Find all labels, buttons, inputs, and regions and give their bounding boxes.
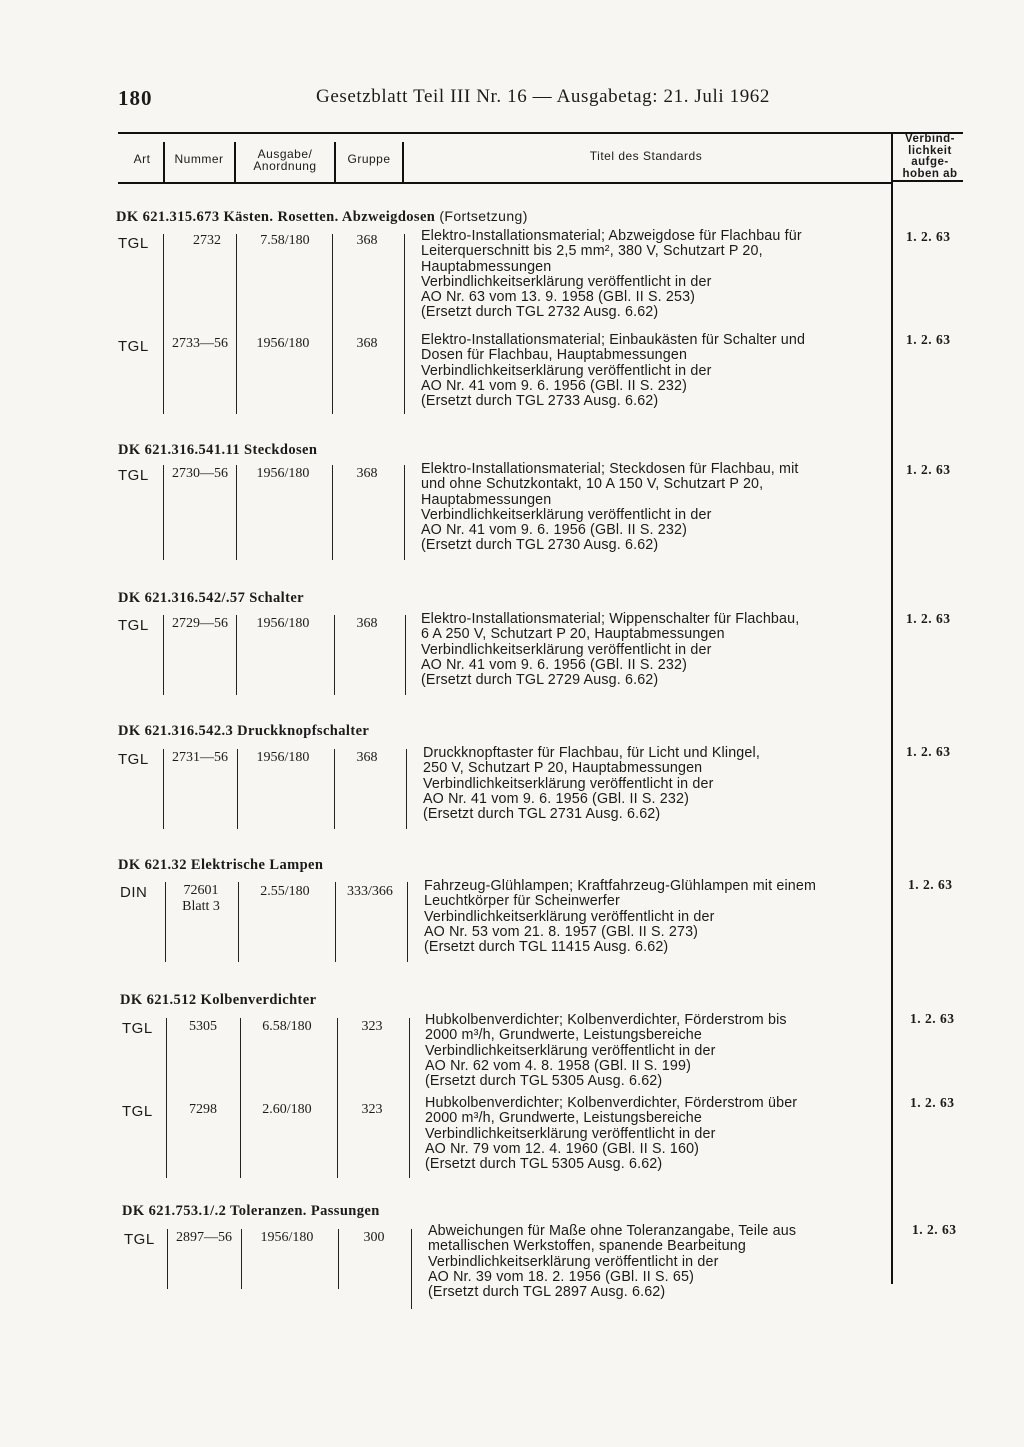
column-header-art: Art bbox=[133, 152, 151, 166]
page-number: 180 bbox=[118, 86, 153, 110]
entry-art: TGL bbox=[122, 1020, 153, 1037]
column-rule bbox=[334, 615, 335, 695]
entry-art: DIN bbox=[120, 884, 148, 901]
entry-date: 1. 2. 63 bbox=[910, 1095, 955, 1110]
column-rule bbox=[165, 882, 166, 962]
entry-title-line: Verbindlichkeitserklärung veröffentlicht in der bbox=[421, 273, 712, 290]
column-divider bbox=[334, 142, 336, 182]
entry-nummer: 7298 bbox=[189, 1102, 217, 1117]
entry-date: 1. 2. 63 bbox=[906, 229, 951, 244]
entry-title-line: und ohne Schutzkontakt, 10 A 150 V, Schutzart P 20, bbox=[421, 476, 764, 493]
entry-nummer: 2729—56 bbox=[172, 616, 228, 631]
entry-ausgabe: 1956/180 bbox=[256, 750, 310, 765]
section-heading bbox=[118, 723, 369, 740]
column-rule bbox=[238, 882, 239, 962]
section-heading-text: DK 621.316.541.11 Steckdosen bbox=[118, 442, 318, 458]
entry-title-line: AO Nr. 39 vom 18. 2. 1956 (GBl. II S. 65) bbox=[428, 1268, 694, 1285]
column-rule bbox=[240, 1018, 241, 1178]
column-header-verbindlichkeit-line4: hoben ab bbox=[902, 167, 958, 180]
entry-gruppe: 368 bbox=[356, 233, 378, 248]
section-heading-text: DK 621.315.673 Kästen. Rosetten. Abzweigdosen bbox=[116, 209, 436, 225]
column-rule bbox=[404, 465, 405, 560]
section-heading-text: DK 621.753.1/.2 Toleranzen. Passungen bbox=[122, 1203, 380, 1219]
entry-date: 1. 2. 63 bbox=[910, 1011, 955, 1026]
entry-title-line: AO Nr. 41 vom 9. 6. 1956 (GBl. II S. 232) bbox=[421, 377, 687, 394]
entry-date: 1. 2. 63 bbox=[912, 1222, 957, 1237]
section-heading bbox=[118, 857, 323, 874]
entry-title-line: Elektro-Installationsmaterial; Wippenschalter für Flachbau, bbox=[421, 611, 800, 627]
entry-gruppe: 323 bbox=[361, 1019, 383, 1034]
entry-gruppe: 333/366 bbox=[347, 884, 393, 899]
running-title: Gesetzblatt Teil III Nr. 16 — Ausgabetag: 21. Juli 1962 bbox=[316, 86, 770, 107]
entry-title-line: Verbindlichkeitserklärung veröffentlicht in der bbox=[425, 1042, 716, 1059]
entry-art: TGL bbox=[124, 1231, 155, 1248]
entry-title-line: (Ersetzt durch TGL 2732 Ausg. 6.62) bbox=[421, 304, 659, 321]
column-rule bbox=[405, 615, 406, 695]
column-rule bbox=[236, 615, 237, 695]
entry-title-line: Verbindlichkeitserklärung veröffentlicht in der bbox=[421, 506, 712, 523]
section-heading bbox=[116, 208, 528, 226]
section-heading bbox=[120, 992, 316, 1009]
entry-date: 1. 2. 63 bbox=[906, 462, 951, 477]
date-header-rule bbox=[891, 180, 963, 182]
entry-title-line: AO Nr. 79 vom 12. 4. 1960 (GBl. II S. 160) bbox=[425, 1140, 700, 1157]
entry-title bbox=[421, 333, 805, 409]
column-rule bbox=[236, 465, 237, 560]
entry-art: TGL bbox=[118, 235, 149, 252]
entry-title bbox=[423, 746, 760, 822]
entry-title-line: Leiterquerschnitt bis 2,5 mm², 380 V, Schutzart P 20, bbox=[421, 243, 763, 260]
entry-art: TGL bbox=[118, 751, 149, 768]
entry-title-line: Elektro-Installationsmaterial; Steckdosen für Flachbau, mit bbox=[421, 461, 799, 477]
column-header-ausgabe-line2: Anordnung bbox=[253, 159, 317, 173]
column-rule bbox=[167, 1229, 168, 1289]
column-rule bbox=[406, 749, 407, 829]
entry-title-line: metallischen Werkstoffen, spanende Bearbeitung bbox=[428, 1238, 746, 1255]
section-heading bbox=[118, 590, 304, 607]
entry-title-line: Elektro-Installationsmaterial; Abzweigdose für Flachbau für bbox=[421, 228, 802, 244]
entry-title-line: (Ersetzt durch TGL 2897 Ausg. 6.62) bbox=[428, 1284, 666, 1301]
column-rule bbox=[332, 465, 333, 560]
entry-date: 1. 2. 63 bbox=[908, 877, 953, 892]
entry-title-line: Verbindlichkeitserklärung veröffentlicht in der bbox=[423, 775, 714, 792]
entry-title-line: AO Nr. 41 vom 9. 6. 1956 (GBl. II S. 232) bbox=[421, 522, 687, 539]
column-divider-date bbox=[891, 132, 893, 1284]
column-header-ausgabe-line1: Ausgabe/ bbox=[257, 147, 313, 161]
entry-title-line: Abweichungen für Maße ohne Toleranzangabe, Teile aus bbox=[428, 1223, 797, 1239]
entry-nummer-line: 72601 bbox=[183, 883, 219, 898]
column-rule bbox=[241, 1229, 242, 1289]
column-rule bbox=[335, 882, 336, 962]
column-rule bbox=[163, 749, 164, 829]
entry-title-line: Verbindlichkeitserklärung veröffentlicht in der bbox=[424, 908, 715, 925]
section-heading-note: (Fortsetzung) bbox=[439, 208, 528, 224]
entry-nummer: 2732 bbox=[193, 233, 221, 248]
header-bottom-rule bbox=[118, 182, 893, 184]
entry-title bbox=[425, 1013, 787, 1089]
entry-gruppe: 323 bbox=[361, 1102, 383, 1117]
entry-title-line: 2000 m³/h, Grundwerte, Leistungsbereiche bbox=[425, 1110, 702, 1127]
entry-ausgabe: 6.58/180 bbox=[262, 1019, 312, 1034]
entry-title-line: AO Nr. 41 vom 9. 6. 1956 (GBl. II S. 232) bbox=[421, 656, 687, 673]
column-rule bbox=[166, 1018, 167, 1178]
column-rule bbox=[337, 1018, 338, 1178]
column-rule bbox=[163, 615, 164, 695]
entry-title-line: Verbindlichkeitserklärung veröffentlicht in der bbox=[425, 1125, 716, 1142]
entry-art: TGL bbox=[122, 1103, 153, 1120]
entry-ausgabe: 1956/180 bbox=[256, 336, 310, 351]
column-header-verbindlichkeit bbox=[894, 134, 966, 180]
section-heading-text: DK 621.512 Kolbenverdichter bbox=[120, 992, 317, 1008]
entry-title-line: (Ersetzt durch TGL 2729 Ausg. 6.62) bbox=[421, 672, 659, 689]
entry-title-line: Hubkolbenverdichter; Kolbenverdichter, Förderstrom über bbox=[425, 1095, 798, 1111]
entry-title-line: AO Nr. 63 vom 13. 9. 1958 (GBl. II S. 253) bbox=[421, 289, 696, 306]
column-rule bbox=[237, 749, 238, 829]
column-header-nummer: Nummer bbox=[174, 152, 224, 166]
entry-title-line: 2000 m³/h, Grundwerte, Leistungsbereiche bbox=[425, 1027, 702, 1044]
entry-title bbox=[421, 612, 799, 688]
entry-gruppe: 368 bbox=[356, 750, 378, 765]
entry-title-line: Leuchtkörper für Scheinwerfer bbox=[424, 893, 620, 910]
column-header-verbindlichkeit-line3: aufge- bbox=[911, 156, 949, 168]
entry-ausgabe: 1956/180 bbox=[260, 1230, 314, 1245]
entry-title bbox=[421, 229, 802, 321]
column-divider bbox=[163, 142, 165, 182]
entry-title-line: Druckknopftaster für Flachbau, für Licht und Klingel, bbox=[423, 745, 760, 761]
entry-title-line: 250 V, Schutzart P 20, Hauptabmessungen bbox=[423, 760, 703, 777]
entry-date: 1. 2. 63 bbox=[906, 611, 951, 626]
entry-gruppe: 368 bbox=[356, 616, 378, 631]
column-header-titel: Titel des Standards bbox=[589, 149, 703, 163]
entry-title-line: Fahrzeug-Glühlampen; Kraftfahrzeug-Glühlampen mit einem bbox=[424, 878, 817, 894]
entry-title-line: Elektro-Installationsmaterial; Einbaukästen für Schalter und bbox=[421, 332, 806, 348]
entry-art: TGL bbox=[118, 617, 149, 634]
column-rule bbox=[163, 234, 164, 414]
entry-title-line: Verbindlichkeitserklärung veröffentlicht in der bbox=[421, 641, 712, 658]
column-divider bbox=[234, 142, 236, 182]
entry-ausgabe: 1956/180 bbox=[256, 616, 310, 631]
entry-nummer bbox=[166, 883, 236, 915]
section-heading bbox=[118, 442, 317, 459]
column-rule bbox=[411, 1229, 412, 1309]
entry-title bbox=[428, 1224, 796, 1300]
entry-nummer: 2733—56 bbox=[172, 336, 228, 351]
entry-title-line: Dosen für Flachbau, Hauptabmessungen bbox=[421, 347, 688, 364]
entry-title-line: (Ersetzt durch TGL 2731 Ausg. 6.62) bbox=[423, 806, 661, 823]
entry-title-line: (Ersetzt durch TGL 5305 Ausg. 6.62) bbox=[425, 1156, 663, 1173]
column-rule bbox=[236, 234, 237, 414]
entry-gruppe: 368 bbox=[356, 336, 378, 351]
entry-date: 1. 2. 63 bbox=[906, 744, 951, 759]
entry-title-line: Hauptabmessungen bbox=[421, 258, 552, 275]
header-top-rule bbox=[118, 132, 963, 134]
entry-ausgabe: 2.55/180 bbox=[260, 884, 310, 899]
column-header-verbindlichkeit-line1: Verbind- bbox=[904, 133, 955, 145]
entry-title-line: Hubkolbenverdichter; Kolbenverdichter, Förderstrom bis bbox=[425, 1012, 787, 1028]
column-rule bbox=[407, 882, 408, 962]
entry-art: TGL bbox=[118, 467, 149, 484]
entry-gruppe: 368 bbox=[356, 466, 378, 481]
entry-title-line: AO Nr. 62 vom 4. 8. 1958 (GBl. II S. 199) bbox=[425, 1057, 691, 1074]
entry-title-line: (Ersetzt durch TGL 2733 Ausg. 6.62) bbox=[421, 393, 659, 410]
entry-nummer: 2897—56 bbox=[176, 1230, 232, 1245]
entry-gruppe: 300 bbox=[363, 1230, 385, 1245]
column-rule bbox=[404, 234, 405, 414]
entry-art: TGL bbox=[118, 338, 149, 355]
entry-title-line: (Ersetzt durch TGL 5305 Ausg. 6.62) bbox=[425, 1073, 663, 1090]
column-rule bbox=[334, 749, 335, 829]
column-rule bbox=[409, 1018, 410, 1178]
entry-nummer: 2730—56 bbox=[172, 466, 228, 481]
entry-date: 1. 2. 63 bbox=[906, 332, 951, 347]
entry-ausgabe: 7.58/180 bbox=[260, 233, 310, 248]
entry-title-line: Verbindlichkeitserklärung veröffentlicht in der bbox=[428, 1253, 719, 1270]
entry-title-line: Hauptabmessungen bbox=[421, 491, 552, 508]
column-header-gruppe: Gruppe bbox=[347, 152, 391, 166]
entry-ausgabe: 2.60/180 bbox=[262, 1102, 312, 1117]
column-header-ausgabe bbox=[238, 148, 332, 172]
column-rule bbox=[338, 1229, 339, 1289]
column-divider bbox=[402, 142, 404, 182]
section-heading-text: DK 621.316.542.3 Druckknopfschalter bbox=[118, 723, 370, 739]
column-rule bbox=[332, 234, 333, 414]
entry-nummer: 5305 bbox=[189, 1019, 217, 1034]
section-heading bbox=[122, 1203, 380, 1220]
entry-title bbox=[421, 462, 799, 554]
entry-title-line: AO Nr. 53 vom 21. 8. 1957 (GBl. II S. 273) bbox=[424, 923, 699, 940]
entry-title-line: (Ersetzt durch TGL 2730 Ausg. 6.62) bbox=[421, 537, 659, 554]
section-heading-text: DK 621.32 Elektrische Lampen bbox=[118, 857, 324, 873]
entry-ausgabe: 1956/180 bbox=[256, 466, 310, 481]
entry-title bbox=[424, 879, 816, 955]
entry-title-line: (Ersetzt durch TGL 11415 Ausg. 6.62) bbox=[424, 939, 669, 956]
column-rule bbox=[163, 465, 164, 560]
section-heading-text: DK 621.316.542/.57 Schalter bbox=[118, 590, 304, 606]
entry-title-line: Verbindlichkeitserklärung veröffentlicht in der bbox=[421, 362, 712, 379]
entry-nummer: 2731—56 bbox=[172, 750, 228, 765]
entry-title bbox=[425, 1096, 797, 1172]
entry-nummer-line: Blatt 3 bbox=[182, 899, 220, 914]
entry-title-line: 6 A 250 V, Schutzart P 20, Hauptabmessungen bbox=[421, 626, 725, 643]
column-header-verbindlichkeit-line2: lichkeit bbox=[908, 144, 952, 157]
entry-title-line: AO Nr. 41 vom 9. 6. 1956 (GBl. II S. 232) bbox=[423, 790, 689, 807]
